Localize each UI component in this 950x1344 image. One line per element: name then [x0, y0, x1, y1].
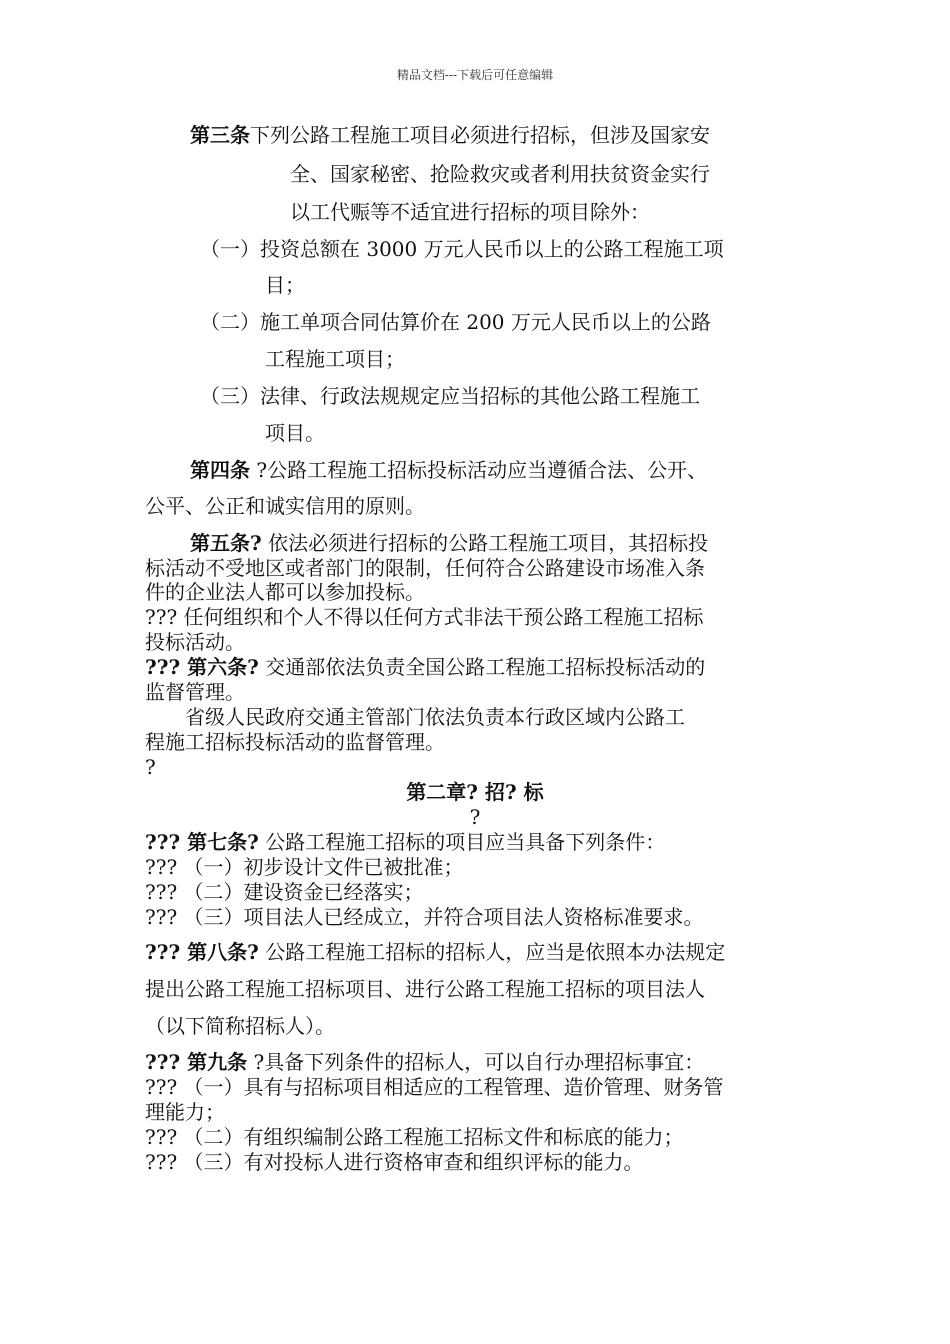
article-9-item-1: ??? （一）具有与招标项目相适应的工程管理、造价管理、财务管 — [145, 1075, 724, 1099]
article-5-line-2: 标活动不受地区或者部门的限制，任何符合公路建设市场准入条 — [145, 556, 705, 580]
article-9-item-1-cont: 理能力； — [145, 1100, 225, 1124]
article-6-line-3: 省级人民政府交通主管部门依法负责本行政区域内公路工 — [145, 705, 685, 729]
article-9-item-3: ??? （三）有对投标人进行资格审查和组织评标的能力。 — [145, 1150, 644, 1174]
page-header: 精品文档---下载后可任意编辑 — [396, 68, 554, 82]
article-3-item-3-cont: 项目。 — [265, 421, 325, 445]
article-8-line-3: （以下简称招标人）。 — [145, 1014, 335, 1038]
article-3-label: 第三条 — [190, 123, 250, 147]
article-8-line-1 — [145, 940, 725, 964]
article-9-item-2: ??? （二）有组织编制公路工程施工招标文件和标底的能力； — [145, 1125, 684, 1149]
article-6-line-5: ? — [145, 755, 156, 779]
article-5-line-5: 投标活动。 — [145, 630, 245, 654]
article-4-text: ?公路工程施工招标投标活动应当遵循合法、公开、 — [250, 458, 708, 482]
article-3-item-2: （二）施工单项合同估算价在 200 万元人民币以上的公路 — [200, 310, 711, 334]
article-6-text: 交通部依法负责全国公路工程施工招标投标活动的 — [258, 655, 706, 679]
article-5-line-3: 件的企业法人都可以参加投标。 — [145, 580, 425, 604]
article-5-line-1 — [190, 531, 708, 555]
article-8-label: 第八条? — [180, 940, 259, 964]
article-3-item-3: （三）法律、行政法规规定应当招标的其他公路工程施工 — [200, 384, 700, 408]
article-7-line-1 — [145, 830, 665, 854]
article-8-prefix: ??? — [145, 940, 181, 964]
article-7-label: 第七条? — [180, 830, 259, 854]
article-4-label: 第四条 — [190, 458, 250, 482]
article-6-line-2: 监督管理。 — [145, 680, 245, 704]
article-6-prefix: ??? — [145, 655, 181, 679]
article-3-item-1-cont: 目； — [265, 273, 305, 297]
article-3-item-1: （一）投资总额在 3000 万元人民币以上的公路工程施工项 — [200, 237, 724, 261]
article-7-item-2: ??? （二）建设资金已经落实； — [145, 880, 424, 904]
article-8-line-2: 提出公路工程施工招标项目、进行公路工程施工招标的项目法人 — [145, 977, 705, 1001]
article-7-prefix: ??? — [145, 830, 181, 854]
chapter-2-title: 第二章? 招? 标 — [406, 780, 544, 804]
chapter-2-subline: ? — [469, 805, 481, 829]
article-5-line-4: ??? 任何组织和个人不得以任何方式非法干预公路工程施工招标 — [145, 605, 704, 629]
article-9-prefix: ??? — [145, 1050, 181, 1074]
article-5-text: 依法必须进行招标的公路工程施工项目，其招标投 — [261, 531, 709, 555]
article-7-item-3: ??? （三）项目法人已经成立，并符合项目法人资格标准要求。 — [145, 905, 704, 929]
article-9-text: ?具备下列条件的招标人，可以自行办理招标事宜： — [247, 1050, 705, 1074]
article-9-label: 第九条 — [180, 1050, 248, 1074]
article-5-label: 第五条? — [190, 531, 262, 555]
article-3-line-1 — [190, 123, 710, 147]
article-9-line-1 — [145, 1050, 704, 1074]
article-6-line-4: 程施工招标投标活动的监督管理。 — [145, 730, 445, 754]
article-3-text: 下列公路工程施工项目必须进行招标，但涉及国家安 — [250, 123, 710, 147]
article-6-line-1 — [145, 655, 705, 679]
article-7-item-1: ??? （一）初步设计文件已被批准； — [145, 855, 464, 879]
article-4-line-2: 公平、公正和诚实信用的原则。 — [145, 494, 425, 518]
article-3-item-2-cont: 工程施工项目； — [265, 347, 405, 371]
article-8-text: 公路工程施工招标的招标人，应当是依照本办法规定 — [258, 940, 726, 964]
article-7-text: 公路工程施工招标的项目应当具备下列条件： — [258, 830, 666, 854]
article-4-line-1 — [190, 458, 707, 482]
article-3-line-3: 以工代赈等不适宜进行招标的项目除外： — [290, 200, 650, 224]
article-3-line-2: 全、国家秘密、抢险救灾或者利用扶贫资金实行 — [290, 162, 710, 186]
article-6-label: 第六条? — [180, 655, 259, 679]
